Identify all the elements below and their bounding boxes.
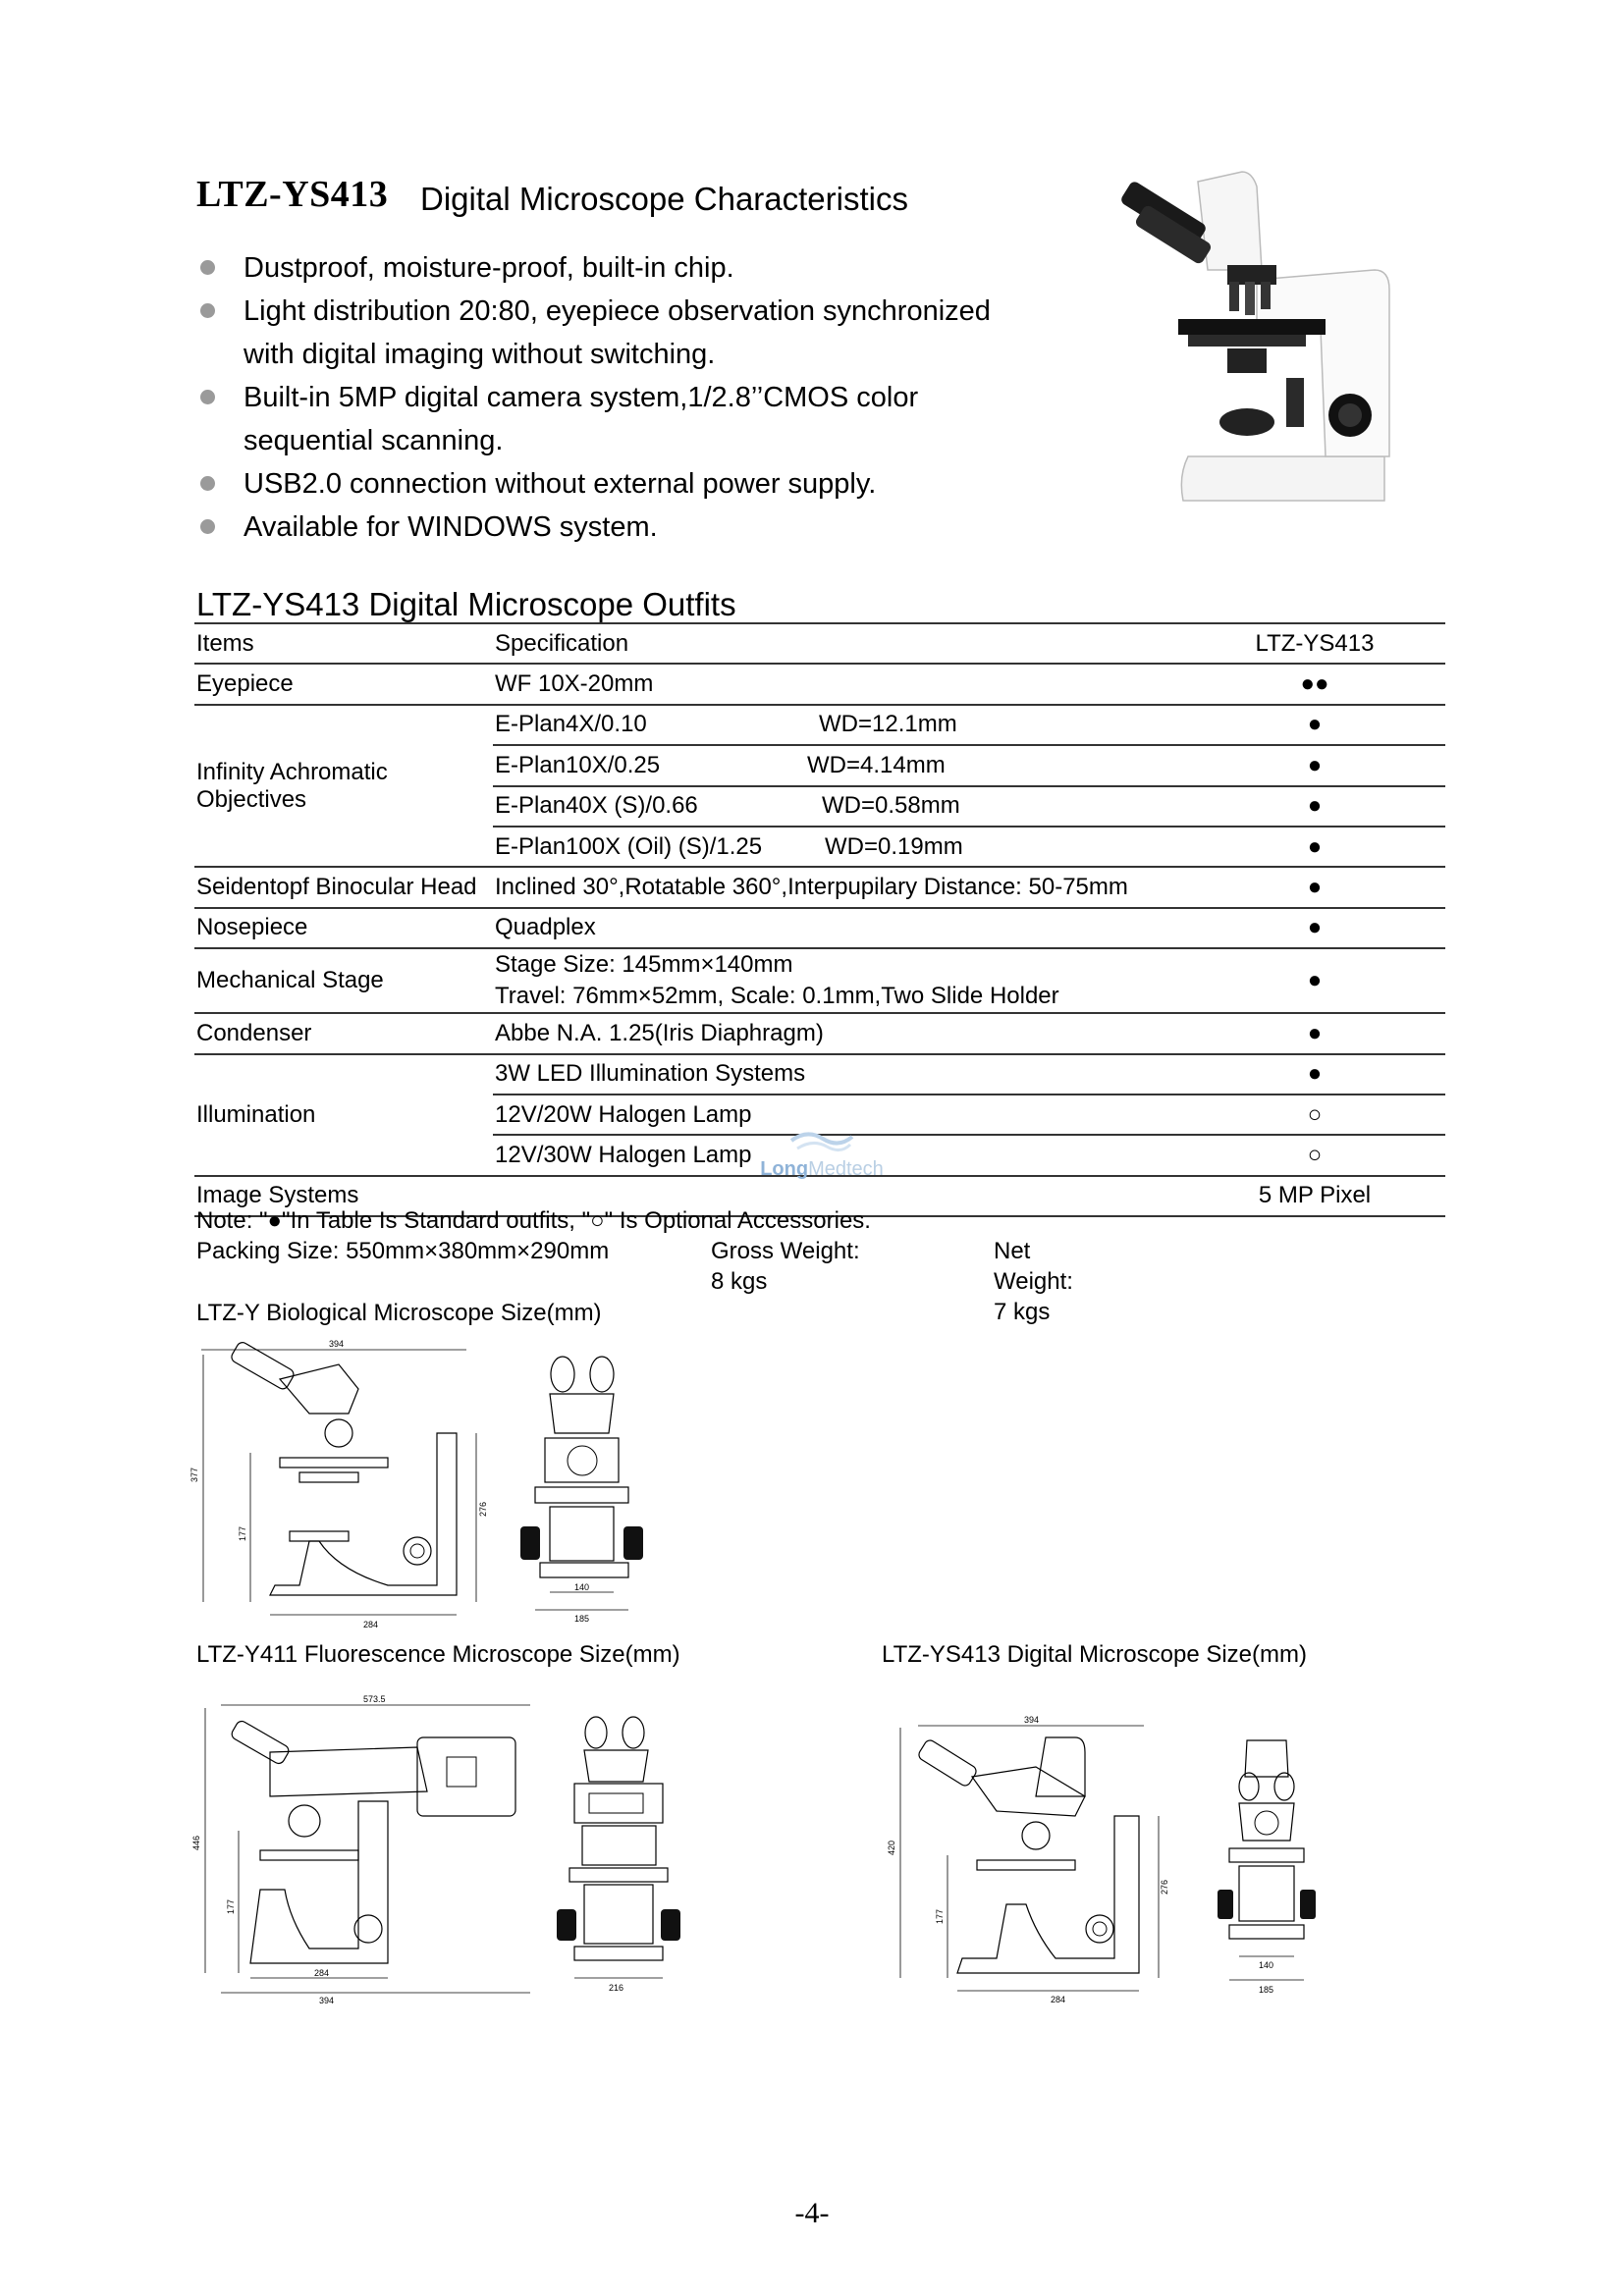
spec-cell <box>493 705 1182 745</box>
table-row <box>194 1054 1445 1095</box>
dim-label: 394 <box>1024 1715 1040 1725</box>
spec-cell: 12V/20W Halogen Lamp <box>493 1095 1182 1135</box>
spec-cell <box>493 948 1182 1013</box>
feature-text: USB2.0 connection without external power supply. <box>244 468 877 500</box>
bullet-icon <box>200 303 215 318</box>
item-cell: Illumination <box>194 1054 493 1176</box>
feature-item <box>196 376 1041 462</box>
item-cell: Eyepiece <box>194 664 493 704</box>
objective-name: E-Plan100X (Oil) (S)/1.25 <box>495 832 763 860</box>
header-spec: Specification <box>493 623 1182 664</box>
item-line: Objectives <box>196 785 307 813</box>
fluorescence-front-drawing <box>555 1713 682 2007</box>
feature-text: Light distribution 20:80, eyepiece observation synchronized <box>244 295 991 327</box>
dim-label: 276 <box>478 1501 488 1517</box>
feature-text: sequential scanning. <box>244 425 504 456</box>
fluorescence-caption: LTZ-Y411 Fluorescence Microscope Size(mm) <box>196 1641 680 1668</box>
mark-cell: ● <box>1182 786 1445 827</box>
item-cell: Seidentopf Binocular Head <box>194 867 493 907</box>
dim-label: 177 <box>226 1898 236 1914</box>
spec-cell: 3W LED Illumination Systems <box>493 1054 1182 1095</box>
objective-name: E-Plan4X/0.10 <box>495 711 647 738</box>
biological-front-drawing <box>515 1355 653 1629</box>
header-model: LTZ-YS413 <box>1182 623 1445 664</box>
feature-item <box>196 506 1041 549</box>
dim-label: 140 <box>574 1582 590 1592</box>
spec-line: Travel: 76mm×52mm, Scale: 0.1mm,Two Slide Holder <box>495 983 1059 1010</box>
biological-side-drawing <box>191 1335 486 1629</box>
mark-cell: ● <box>1182 908 1445 948</box>
spec-cell: WF 10X-20mm <box>493 664 1182 704</box>
digital-caption: LTZ-YS413 Digital Microscope Size(mm) <box>882 1641 1307 1668</box>
dim-label: 284 <box>1051 1995 1066 2004</box>
dim-label: 177 <box>935 1908 945 1924</box>
dim-label: 284 <box>363 1620 379 1629</box>
dim-label: 185 <box>1259 1985 1274 1995</box>
table-row <box>194 908 1445 948</box>
page-number: -4- <box>794 2197 830 2229</box>
page-title: Digital Microscope Characteristics <box>420 181 908 217</box>
feature-item <box>196 290 1041 376</box>
note-line: Note: "●"In Table Is Standard outfits, "○" Is Optional Accessories. <box>196 1207 871 1234</box>
feature-text: Built-in 5MP digital camera system,1/2.8’’CMOS color <box>244 382 919 413</box>
mark-cell: 5 MP Pixel <box>1182 1176 1445 1216</box>
feature-text: Dustproof, moisture-proof, built-in chip. <box>244 252 734 284</box>
fluorescence-side-drawing <box>191 1693 545 2007</box>
digital-front-drawing <box>1218 1733 1316 2012</box>
item-cell: Nosepiece <box>194 908 493 948</box>
table-row <box>194 867 1445 907</box>
feature-item <box>196 462 1041 506</box>
mark-cell: ● <box>1182 745 1445 785</box>
bullet-icon <box>200 390 215 404</box>
mark-cell: ● <box>1182 705 1445 745</box>
spec-cell <box>493 786 1182 827</box>
working-distance: WD=12.1mm <box>819 711 957 738</box>
mark-cell: ● <box>1182 867 1445 907</box>
wave-logo-icon <box>787 1127 856 1152</box>
model-name: LTZ-YS413 <box>196 174 389 215</box>
mark-cell: ○ <box>1182 1135 1445 1175</box>
dim-label: 420 <box>887 1840 896 1855</box>
feature-item <box>196 246 1041 290</box>
spec-cell: Abbe N.A. 1.25(Iris Diaphragm) <box>493 1013 1182 1053</box>
watermark-brand: Long <box>760 1158 809 1180</box>
item-cell: Image Systems <box>194 1176 493 1216</box>
dim-label: 394 <box>319 1996 335 2005</box>
biological-caption: LTZ-Y Biological Microscope Size(mm) <box>196 1300 602 1326</box>
working-distance: WD=4.14mm <box>807 751 946 778</box>
feature-list <box>196 246 1041 549</box>
bullet-icon <box>200 260 215 275</box>
bullet-icon <box>200 519 215 534</box>
spec-cell: 12V/30W Halogen Lamp <box>493 1135 1182 1175</box>
dim-label: 140 <box>1259 1960 1274 1970</box>
dim-label: 446 <box>191 1835 201 1850</box>
table-row <box>194 948 1445 1013</box>
bullet-icon <box>200 476 215 491</box>
dim-label: 377 <box>189 1467 199 1482</box>
mark-cell: ●● <box>1182 664 1445 704</box>
dim-label: 394 <box>329 1339 345 1349</box>
working-distance: WD=0.58mm <box>822 792 960 820</box>
net-weight: Net Weight: 7 kgs <box>994 1238 1073 1325</box>
outfits-title: LTZ-YS413 Digital Microscope Outfits <box>196 586 736 622</box>
objective-name: E-Plan10X/0.25 <box>495 751 661 778</box>
item-cell: Condenser <box>194 1013 493 1053</box>
dim-label: 177 <box>238 1525 247 1541</box>
item-line: Infinity Achromatic <box>196 758 388 785</box>
gross-weight: Gross Weight: 8 kgs <box>711 1238 860 1295</box>
objective-name: E-Plan40X (S)/0.66 <box>495 792 698 820</box>
digital-side-drawing <box>889 1708 1183 2012</box>
spec-cell <box>493 827 1182 867</box>
table-row <box>194 705 1445 745</box>
spec-cell <box>493 745 1182 785</box>
feature-text: Available for WINDOWS system. <box>244 511 658 543</box>
spec-cell: Quadplex <box>493 908 1182 948</box>
mark-cell: ● <box>1182 948 1445 1013</box>
dim-label: 276 <box>1160 1879 1169 1895</box>
dim-label: 216 <box>609 1983 624 1993</box>
mark-cell: ○ <box>1182 1095 1445 1135</box>
mark-cell: ● <box>1182 1013 1445 1053</box>
table-row <box>194 664 1445 704</box>
working-distance: WD=0.19mm <box>825 832 963 860</box>
item-cell: Mechanical Stage <box>194 948 493 1013</box>
table-row <box>194 1013 1445 1053</box>
packing-size: Packing Size: 550mm×380mm×290mm <box>196 1238 610 1264</box>
header-items: Items <box>194 623 493 664</box>
dim-label: 185 <box>574 1614 590 1624</box>
dim-label: 284 <box>314 1968 330 1978</box>
dim-label: 573.5 <box>363 1694 386 1704</box>
spec-line: Stage Size: 145mm×140mm <box>495 951 793 979</box>
table-header-row <box>194 623 1445 664</box>
mark-cell: ● <box>1182 1054 1445 1095</box>
feature-text: with digital imaging without switching. <box>244 339 716 370</box>
spec-cell: Inclined 30°,Rotatable 360°,Interpupilary Distance: 50-75mm <box>493 867 1182 907</box>
watermark <box>748 1127 895 1181</box>
microscope-photo <box>1080 162 1404 515</box>
mark-cell: ● <box>1182 827 1445 867</box>
watermark-brand: Medtech <box>808 1158 884 1180</box>
item-cell <box>194 705 493 868</box>
